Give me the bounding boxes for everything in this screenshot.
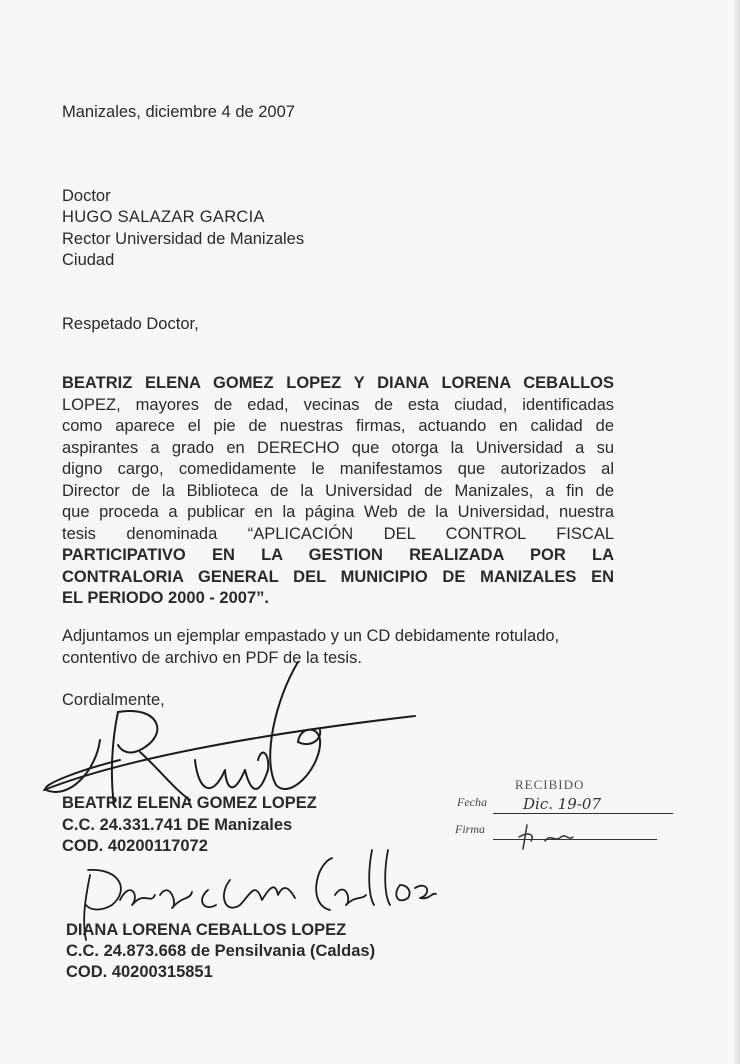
signature-2-stroke bbox=[385, 850, 390, 905]
signature-2-stroke bbox=[86, 870, 121, 910]
stamp-fecha-line bbox=[493, 813, 673, 814]
signature-2-stroke bbox=[415, 886, 436, 899]
stamp-title: RECIBIDO bbox=[515, 777, 585, 792]
signature-2-stroke bbox=[316, 858, 332, 910]
signatory-1-code: COD. 40200117072 bbox=[62, 837, 208, 855]
stamp-firma-label: Firma bbox=[455, 822, 485, 836]
signature-2-stroke bbox=[396, 885, 409, 900]
received-stamp bbox=[455, 775, 675, 855]
closing: Cordialmente, bbox=[62, 691, 165, 709]
stamp-initials-stroke bbox=[545, 836, 573, 841]
body-line: EL PERIODO 2000 - 2007”. bbox=[62, 589, 269, 607]
signature-2-stroke bbox=[224, 880, 295, 908]
stamp-fecha-label: Fecha bbox=[457, 795, 487, 809]
body-line: aspirantes a grado en DERECHO que otorga la Universidad a su bbox=[62, 438, 614, 457]
stamp-initials bbox=[515, 819, 595, 855]
body-line: Director de la Biblioteca de la Universidad de Manizales, a fin de bbox=[62, 481, 614, 500]
body-line: como aparece el pie de nuestras firmas, actuando en calidad de bbox=[62, 417, 614, 435]
recipient-title: Doctor bbox=[62, 187, 111, 205]
signatory-2-id: C.C. 24.873.668 de Pensilvania (Caldas) bbox=[66, 942, 376, 960]
signature-2-stroke bbox=[335, 890, 366, 905]
recipient-name: HUGO SALAZAR GARCIA bbox=[62, 208, 265, 226]
signature-2-stroke bbox=[120, 890, 155, 905]
signature-2-stroke bbox=[369, 850, 374, 905]
stamp-initials-stroke bbox=[523, 825, 527, 849]
letter-date: Manizales, diciembre 4 de 2007 bbox=[62, 103, 295, 121]
signature-2-stroke bbox=[202, 890, 216, 907]
greeting: Respetado Doctor, bbox=[62, 315, 199, 333]
body-line: digno cargo, comedidamente le manifestamos que autorizados al bbox=[62, 460, 614, 478]
signatory-1-name: BEATRIZ ELENA GOMEZ LOPEZ bbox=[62, 794, 317, 812]
signatory-2-name: DIANA LORENA CEBALLOS LOPEZ bbox=[66, 921, 347, 939]
body-line: que proceda a publicar en la página Web de la Universidad, nuestra bbox=[62, 503, 614, 521]
attachment-line: Adjuntamos un ejemplar empastado y un CD debidamente rotulado, bbox=[62, 627, 560, 645]
signature-2-stroke bbox=[160, 890, 192, 908]
stamp-fecha-value: Dic. 19-07 bbox=[523, 795, 602, 813]
body-line: BEATRIZ ELENA GOMEZ LOPEZ Y DIANA LORENA CEBALLOS bbox=[62, 374, 614, 392]
body-line: LOPEZ, mayores de edad, vecinas de esta ciudad, identificadas bbox=[62, 395, 614, 414]
body-line: PARTICIPATIVO EN LA GESTION REALIZADA POR LA bbox=[62, 546, 614, 564]
signatory-2-code: COD. 40200315851 bbox=[66, 963, 213, 981]
attachment-line: contentivo de archivo en PDF de la tesis. bbox=[62, 648, 362, 667]
body-line: CONTRALORIA GENERAL DEL MUNICIPIO DE MANIZALES EN bbox=[62, 567, 614, 586]
recipient-city: Ciudad bbox=[62, 251, 115, 269]
body-line: tesis denominada “APLICACIÓN DEL CONTROL FISCAL bbox=[62, 524, 614, 543]
recipient-position: Rector Universidad de Manizales bbox=[62, 230, 305, 248]
signatory-1-id: C.C. 24.331.741 DE Manizales bbox=[62, 816, 293, 834]
